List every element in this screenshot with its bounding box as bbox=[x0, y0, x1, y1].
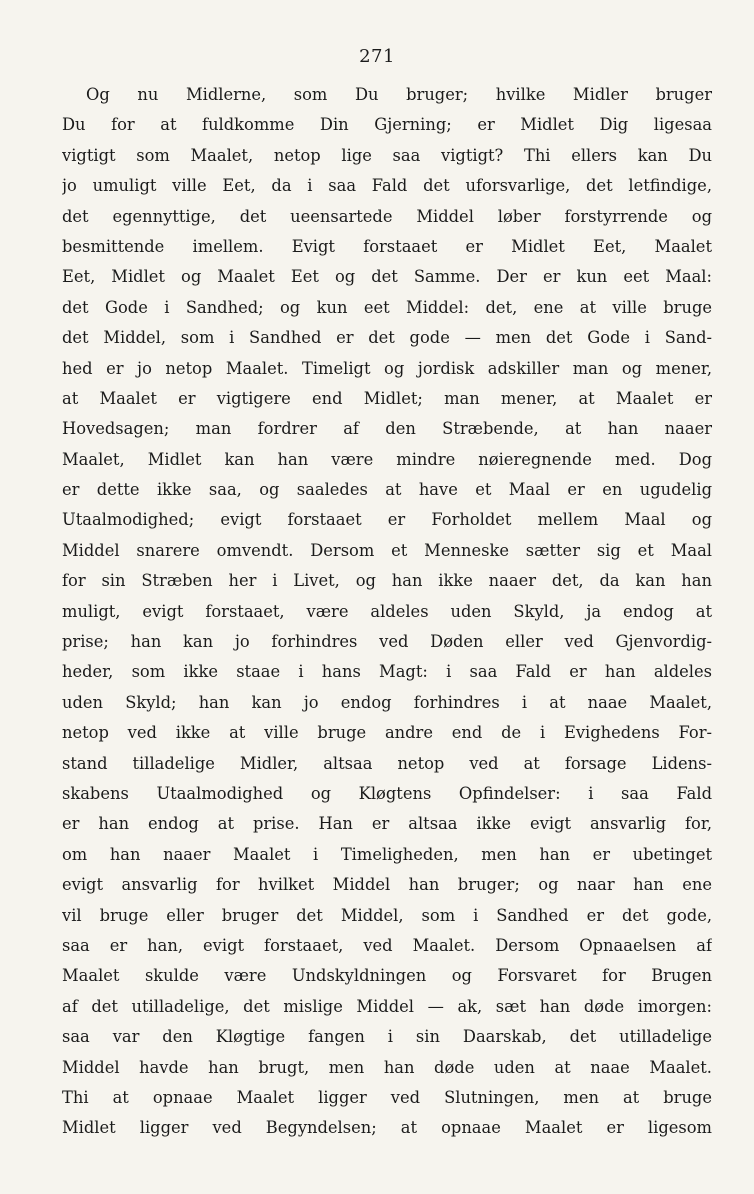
text-line: er dette ikke saa, og saaledes at have et Maal er en ugudelig bbox=[62, 480, 712, 500]
text-line: uden Skyld; han kan jo endog forhindres i at naae Maalet, bbox=[62, 692, 712, 712]
text-line: stand tilladelige Midler, altsaa netop ved at forsage Lidens- bbox=[62, 753, 712, 773]
text-line: Maalet, Midlet kan han være mindre nøieregnende med. Dog bbox=[62, 449, 712, 469]
text-line: at Maalet er vigtigere end Midlet; man mener, at Maalet er bbox=[62, 388, 712, 408]
text-line: hed er jo netop Maalet. Timeligt og jordisk adskiller man og mener, bbox=[62, 358, 712, 378]
text-line: om han naaer Maalet i Timeligheden, men han er ubetinget bbox=[62, 844, 712, 864]
text-line: netop ved ikke at ville bruge andre end de i Evighedens For- bbox=[62, 723, 712, 743]
text-line: det egennyttige, det ueensartede Middel løber forstyrrende og bbox=[62, 206, 712, 226]
text-line: for sin Stræben her i Livet, og han ikke naaer det, da kan han bbox=[62, 571, 712, 591]
text-line: muligt, evigt forstaaet, være aldeles uden Skyld, ja endog at bbox=[62, 601, 712, 621]
text-line: Du for at fuldkomme Din Gjerning; er Midlet Dig ligesaa bbox=[62, 115, 712, 135]
text-line: vigtigt som Maalet, netop lige saa vigtigt? Thi ellers kan Du bbox=[62, 145, 712, 165]
text-line: det Middel, som i Sandhed er det gode — men det Gode i Sand- bbox=[62, 328, 712, 348]
text-line: er han endog at prise. Han er altsaa ikke evigt ansvarlig for, bbox=[62, 814, 712, 834]
text-line: saa var den Kløgtige fangen i sin Daarskab, det utilladelige bbox=[62, 1027, 712, 1047]
text-line: Eet, Midlet og Maalet Eet og det Samme. Der er kun eet Maal: bbox=[62, 267, 712, 287]
text-line: saa er han, evigt forstaaet, ved Maalet. Dersom Opnaaelsen af bbox=[62, 935, 712, 955]
text-line: heder, som ikke staae i hans Magt: i saa Fald er han aldeles bbox=[62, 662, 712, 682]
text-line: Hovedsagen; man fordrer af den Stræbende, at han naaer bbox=[62, 419, 712, 439]
text-line: Utaalmodighed; evigt forstaaet er Forholdet mellem Maal og bbox=[62, 510, 712, 530]
text-line: vil bruge eller bruger det Middel, som i Sandhed er det gode, bbox=[62, 905, 712, 925]
text-line: Middel snarere omvendt. Dersom et Menneske sætter sig et Maal bbox=[62, 540, 712, 560]
page-number: 271 bbox=[359, 46, 395, 67]
text-line: af det utilladelige, det mislige Middel — ak, sæt han døde imorgen: bbox=[62, 996, 712, 1016]
text-line: Thi at opnaae Maalet ligger ved Slutningen, men at bruge bbox=[62, 1087, 712, 1107]
text-line: Maalet skulde være Undskyldningen og Forsvaret for Brugen bbox=[62, 966, 712, 986]
text-line: Middel havde han brugt, men han døde uden at naae Maalet. bbox=[62, 1057, 712, 1077]
text-line: Midlet ligger ved Begyndelsen; at opnaae Maalet er ligesom bbox=[62, 1118, 712, 1138]
text-line: prise; han kan jo forhindres ved Døden eller ved Gjenvordig- bbox=[62, 632, 712, 652]
text-line: evigt ansvarlig for hvilket Middel han bruger; og naar han ene bbox=[62, 875, 712, 895]
body-text bbox=[62, 80, 712, 1144]
text-line: skabens Utaalmodighed og Kløgtens Opfindelser: i saa Fald bbox=[62, 783, 712, 803]
text-line: Og nu Midlerne, som Du bruger; hvilke Midler bruger bbox=[86, 85, 712, 104]
text-line: besmittende imellem. Evigt forstaaet er Midlet Eet, Maalet bbox=[62, 236, 712, 256]
text-line: det Gode i Sandhed; og kun eet Middel: det, ene at ville bruge bbox=[62, 297, 712, 317]
text-line: jo umuligt ville Eet, da i saa Fald det uforsvarlige, det letfindige, bbox=[62, 176, 712, 196]
